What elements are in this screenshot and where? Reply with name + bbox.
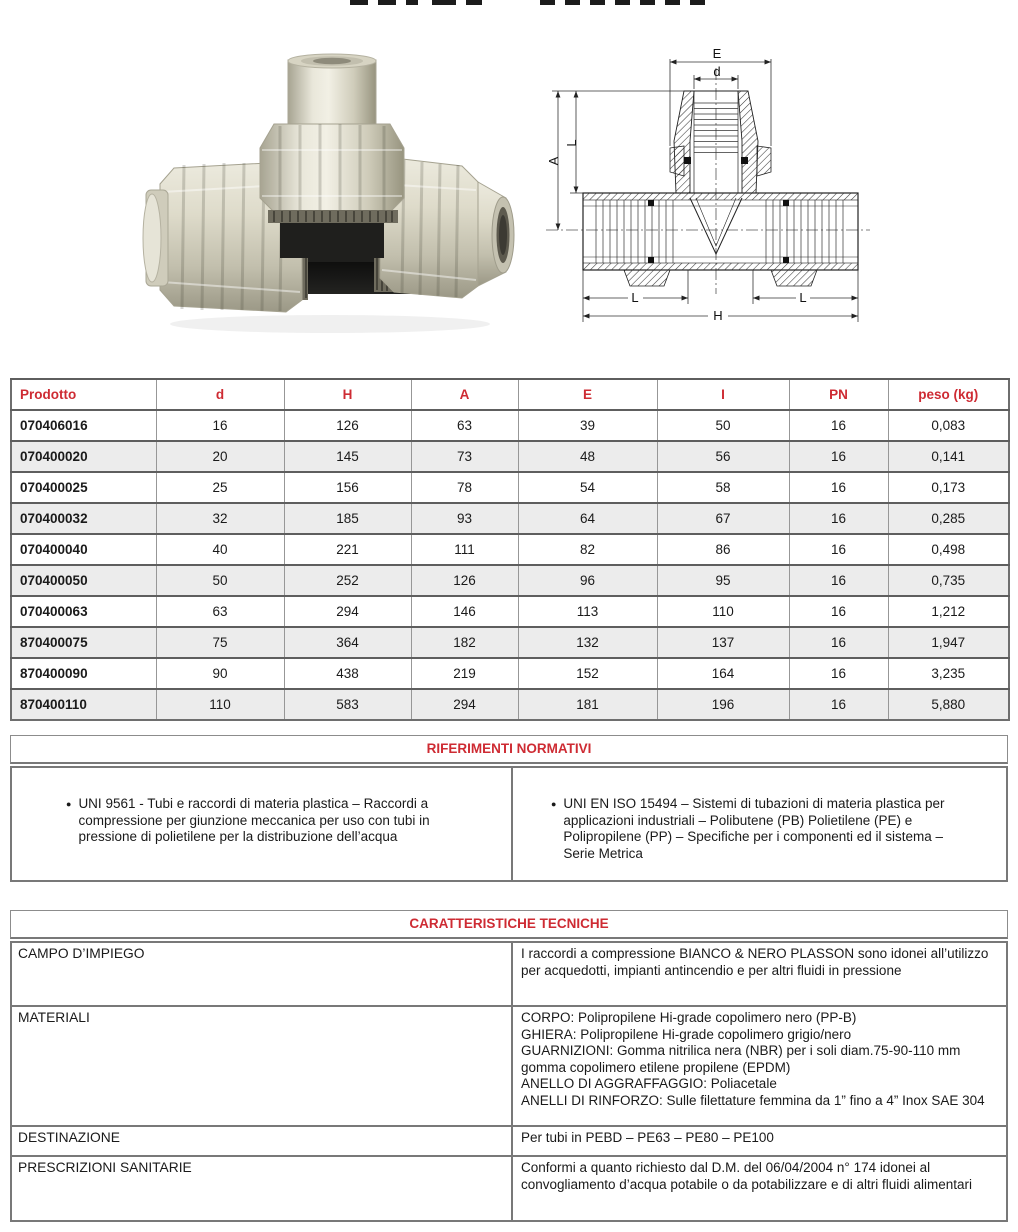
spec-value-cell: 110 — [156, 689, 284, 720]
spec-value-cell: 73 — [411, 441, 518, 472]
spec-value-cell: 16 — [789, 441, 888, 472]
spec-value-cell: 32 — [156, 503, 284, 534]
spec-value-cell: 16 — [789, 410, 888, 441]
table-row — [11, 689, 1009, 720]
spec-value-cell: 5,880 — [888, 689, 1009, 720]
column-header: H — [284, 379, 411, 410]
row-label: DESTINAZIONE — [12, 1127, 513, 1155]
spec-value-cell: 67 — [657, 503, 789, 534]
value-line: CORPO: Polipropilene Hi-grade copolimero nero (PP-B) — [520, 1010, 857, 1025]
table-row — [11, 658, 1009, 689]
spec-table-body — [11, 410, 1009, 720]
value-line: I raccordi a compressione BIANCO & NERO PLASSON sono idonei all’utilizzo per acquedotti, impianti antincendio e per altri fluidi in pressione — [520, 946, 989, 978]
caratteristiche-row — [12, 1007, 1006, 1127]
dim-label-L-vertical: L — [564, 139, 579, 147]
spec-value-cell: 96 — [518, 565, 657, 596]
riferimenti-title: RIFERIMENTI NORMATIVI — [10, 735, 1008, 764]
product-code-cell: 070400025 — [11, 472, 156, 503]
spec-value-cell: 438 — [284, 658, 411, 689]
spec-value-cell: 0,498 — [888, 534, 1009, 565]
caratteristiche-content — [10, 941, 1008, 1222]
photo-shadow — [170, 315, 490, 333]
spec-value-cell: 126 — [284, 410, 411, 441]
value-line: Per tubi in PEBD – PE63 – PE80 – PE100 — [520, 1130, 774, 1145]
row-label: MATERIALI — [12, 1007, 513, 1125]
norm-text: UNI 9561 - Tubi e raccordi di materia plastica – Raccordi a compressione per giunzione meccanica per uso con tubi in pressione di polietilene per la distribuzione dell’acqua — [78, 796, 430, 845]
dim-label-E: E — [712, 46, 722, 61]
spec-value-cell: 219 — [411, 658, 518, 689]
spec-value-cell: 583 — [284, 689, 411, 720]
spec-value-cell: 156 — [284, 472, 411, 503]
spec-table-header-row — [11, 379, 1009, 410]
spec-value-cell: 294 — [284, 596, 411, 627]
table-row — [11, 627, 1009, 658]
spec-value-cell: 181 — [518, 689, 657, 720]
caratteristiche-row — [12, 1127, 1006, 1157]
spec-value-cell: 185 — [284, 503, 411, 534]
dim-label-L-left: L — [631, 290, 639, 305]
riferimenti-content — [10, 766, 1008, 882]
row-label: PRESCRIZIONI SANITARIE — [12, 1157, 513, 1220]
value-line: GHIERA: Polipropilene Hi-grade copolimero grigio/nero — [520, 1026, 852, 1042]
spec-value-cell: 86 — [657, 534, 789, 565]
spec-table — [10, 378, 1010, 721]
compression-tee-photo-image — [140, 52, 520, 342]
spec-value-cell: 25 — [156, 472, 284, 503]
spec-value-cell: 58 — [657, 472, 789, 503]
caratteristiche-title: CARATTERISTICHE TECNICHE — [10, 910, 1008, 939]
product-code-cell: 870400110 — [11, 689, 156, 720]
spec-value-cell: 16 — [789, 596, 888, 627]
norm-text: UNI EN ISO 15494 – Sistemi di tubazioni di materia plastica per applicazioni industriali – Polibutene (PB) Polietilene (PE) e Polipropilene (PP) – Specifiche per i componenti ed il sistema – Serie Metrica — [563, 796, 945, 862]
product-code-cell: 070400063 — [11, 596, 156, 627]
spec-value-cell: 40 — [156, 534, 284, 565]
value-line: GUARNIZIONI: Gomma nitrilica nera (NBR) per i soli diam.75-90-110 mm gomma copolimero etilene propilene (EPDM) — [520, 1043, 961, 1075]
spec-value-cell: 111 — [411, 534, 518, 565]
product-code-cell: 070400032 — [11, 503, 156, 534]
product-code-cell: 070406016 — [11, 410, 156, 441]
spec-value-cell: 90 — [156, 658, 284, 689]
table-row — [11, 565, 1009, 596]
spec-value-cell: 16 — [789, 658, 888, 689]
column-header: E — [518, 379, 657, 410]
product-code-cell: 870400075 — [11, 627, 156, 658]
column-header: peso (kg) — [888, 379, 1009, 410]
run-body — [583, 193, 858, 286]
dim-label-L-right: L — [799, 290, 807, 305]
row-value — [513, 1157, 1006, 1220]
spec-value-cell: 145 — [284, 441, 411, 472]
table-row — [11, 503, 1009, 534]
spec-value-cell: 1,947 — [888, 627, 1009, 658]
column-header: I — [657, 379, 789, 410]
spec-value-cell: 152 — [518, 658, 657, 689]
spec-value-cell: 48 — [518, 441, 657, 472]
spec-value-cell: 16 — [789, 472, 888, 503]
row-value — [513, 1127, 1006, 1155]
row-value — [513, 943, 1006, 1005]
spec-value-cell: 0,735 — [888, 565, 1009, 596]
spec-value-cell: 0,173 — [888, 472, 1009, 503]
value-line: ANELLO DI AGGRAFFAGGIO: Poliacetale — [520, 1076, 777, 1092]
spec-value-cell: 182 — [411, 627, 518, 658]
spec-value-cell: 50 — [156, 565, 284, 596]
row-label: CAMPO D’IMPIEGO — [12, 943, 513, 1005]
column-header: PN — [789, 379, 888, 410]
spec-value-cell: 75 — [156, 627, 284, 658]
spec-value-cell: 16 — [789, 565, 888, 596]
spec-value-cell: 126 — [411, 565, 518, 596]
spec-value-cell: 50 — [657, 410, 789, 441]
riferimenti-col-right — [513, 768, 1006, 880]
bullet-icon: ● — [550, 799, 557, 809]
row-value — [513, 1007, 1006, 1125]
spec-value-cell: 0,285 — [888, 503, 1009, 534]
riferimenti-col-left — [12, 768, 513, 880]
caratteristiche-row — [12, 1157, 1006, 1220]
spec-value-cell: 0,141 — [888, 441, 1009, 472]
product-code-cell: 070400020 — [11, 441, 156, 472]
spec-value-cell: 221 — [284, 534, 411, 565]
spec-value-cell: 16 — [789, 689, 888, 720]
spec-value-cell: 252 — [284, 565, 411, 596]
spec-value-cell: 16 — [789, 627, 888, 658]
column-header: A — [411, 379, 518, 410]
table-row — [11, 534, 1009, 565]
spec-value-cell: 3,235 — [888, 658, 1009, 689]
norm-item — [551, 796, 946, 863]
spec-value-cell: 16 — [789, 534, 888, 565]
centerlines — [546, 68, 870, 294]
spec-value-cell: 20 — [156, 441, 284, 472]
caratteristiche-row — [12, 943, 1006, 1007]
value-line: Conformi a quanto richiesto dal D.M. del 06/04/2004 n° 174 idonei al convogliamento d’acqua potabile o da potabilizzare e di altri fluidi alimentari — [520, 1160, 973, 1192]
product-code-cell: 070400050 — [11, 565, 156, 596]
value-line: ANELLI DI RINFORZO: Sulle filettature femmina da 1” fino a 4” Inox SAE 304 — [520, 1092, 985, 1108]
product-code-cell: 070400040 — [11, 534, 156, 565]
spec-value-cell: 0,083 — [888, 410, 1009, 441]
spec-value-cell: 364 — [284, 627, 411, 658]
spec-value-cell: 78 — [411, 472, 518, 503]
spec-value-cell: 196 — [657, 689, 789, 720]
spec-value-cell: 294 — [411, 689, 518, 720]
spec-value-cell: 16 — [789, 503, 888, 534]
product-photo — [140, 52, 520, 342]
spec-value-cell: 110 — [657, 596, 789, 627]
dim-label-A: A — [546, 156, 561, 166]
spec-value-cell: 137 — [657, 627, 789, 658]
spec-value-cell: 146 — [411, 596, 518, 627]
bullet-icon: ● — [66, 799, 72, 809]
spec-value-cell: 82 — [518, 534, 657, 565]
run-seals — [648, 200, 789, 263]
branch-body — [670, 91, 771, 254]
spec-value-cell: 56 — [657, 441, 789, 472]
spec-value-cell: 95 — [657, 565, 789, 596]
table-row — [11, 441, 1009, 472]
norm-item — [66, 796, 485, 846]
compression-tee-section-image — [538, 46, 878, 342]
table-row — [11, 472, 1009, 503]
spec-value-cell: 39 — [518, 410, 657, 441]
spec-value-cell: 63 — [156, 596, 284, 627]
spec-value-cell: 113 — [518, 596, 657, 627]
spec-value-cell: 63 — [411, 410, 518, 441]
clipped-page-title — [350, 0, 715, 7]
spec-value-cell: 132 — [518, 627, 657, 658]
spec-value-cell: 16 — [156, 410, 284, 441]
product-code-cell: 870400090 — [11, 658, 156, 689]
column-header: Prodotto — [11, 379, 156, 410]
spec-value-cell: 93 — [411, 503, 518, 534]
top-nut — [260, 54, 404, 258]
spec-value-cell: 54 — [518, 472, 657, 503]
spec-value-cell: 1,212 — [888, 596, 1009, 627]
technical-drawing — [538, 46, 878, 342]
column-header: d — [156, 379, 284, 410]
spec-value-cell: 64 — [518, 503, 657, 534]
dim-label-H: H — [713, 308, 723, 323]
riferimenti-section — [10, 735, 1008, 882]
spec-value-cell: 164 — [657, 658, 789, 689]
caratteristiche-section — [10, 910, 1008, 1222]
table-row — [11, 410, 1009, 441]
table-row — [11, 596, 1009, 627]
dim-label-d: d — [713, 64, 721, 79]
